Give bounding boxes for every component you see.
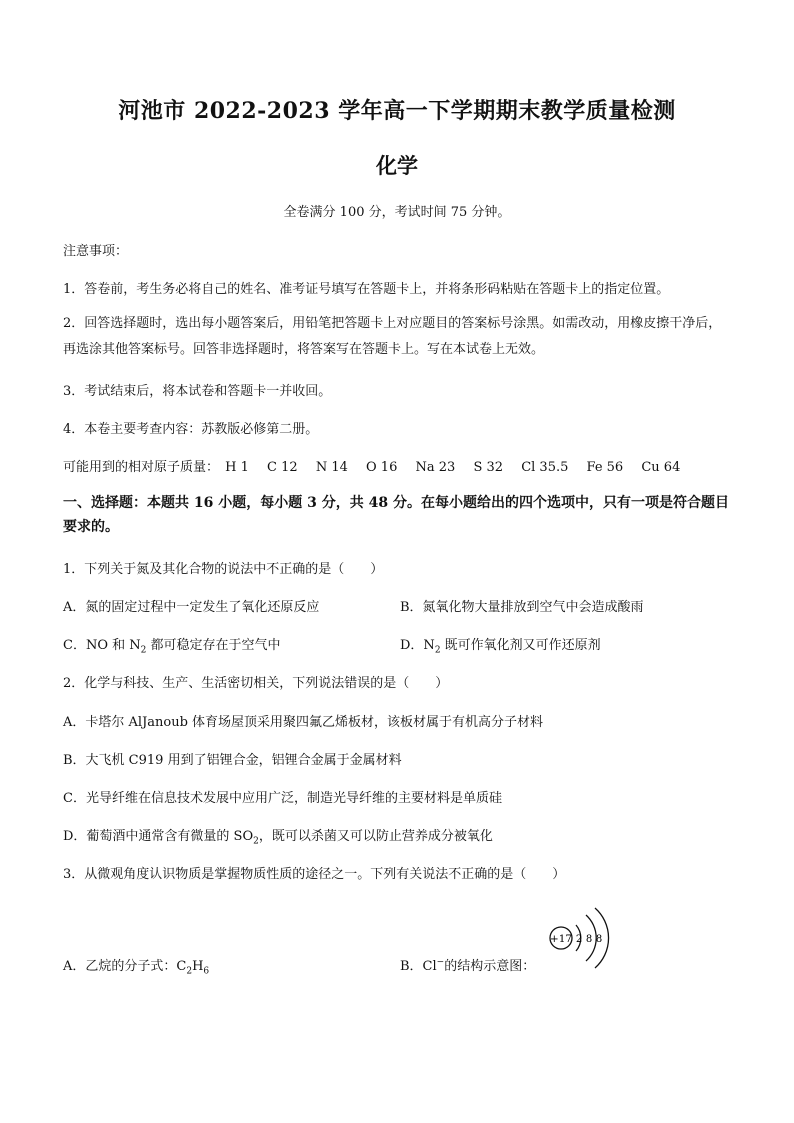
q2-stem: 2．化学与科技、生产、生活密切相关，下列说法错误的是（ ）: [63, 676, 449, 691]
q3-option-b-pre: B．Cl: [400, 959, 437, 974]
q2-option-d-post: ，既可以杀菌又可以防止营养成分被氧化: [258, 829, 493, 844]
q1-option-c-post: 都可稳定存在于空气中: [146, 638, 281, 653]
note-item-1: 1．答卷前，考生务必将自己的姓名、准考证号填写在答题卡上，并将条形码粘贴在答题卡上的指定位置。: [63, 282, 670, 297]
shell-2-electrons: 8: [585, 934, 593, 945]
q3-option-a-sub1: 2: [186, 966, 193, 977]
q3-option-a-sub2: 6: [203, 966, 210, 977]
q1-option-d-pre: D．N: [400, 638, 435, 653]
note-item-4: 4．本卷主要考查内容：苏教版必修第二册。: [63, 422, 319, 437]
q3-option-a-mid: H: [192, 959, 204, 974]
shell-3-electrons: 8: [595, 934, 603, 945]
q3-option-b-post: 的结构示意图：: [444, 959, 536, 974]
mass-cl: Cl 35.5: [521, 460, 569, 475]
mass-c: C 12: [267, 460, 298, 475]
q1-option-d-post: 既可作氧化剂又可作还原剂: [440, 638, 601, 653]
subject-title: 化学: [376, 153, 418, 178]
q1-stem: 1．下列关于氮及其化合物的说法中不正确的是（ ）: [63, 562, 384, 577]
q3-stem: 3．从微观角度认识物质是掌握物质性质的途径之一。下列有关说法不正确的是（ ）: [63, 867, 566, 882]
q1-option-d: [400, 634, 601, 656]
exam-title: 河池市 2022-2023 学年高一下学期期末教学质量检测: [118, 98, 676, 124]
q3-option-b: [400, 955, 535, 974]
mass-s: S 32: [473, 460, 504, 475]
q1-option-a: A．氮的固定过程中一定发生了氧化还原反应: [63, 600, 320, 615]
shell-1-electrons: 2: [575, 934, 583, 945]
notes-heading: 注意事项：: [63, 244, 129, 259]
q2-option-c: C．光导纤维在信息技术发展中应用广泛，制造光导纤维的主要材料是单质硅: [63, 791, 502, 806]
q2-option-d-pre: D．葡萄酒中通常含有微量的 SO: [63, 829, 254, 844]
note-item-2: 2．回答选择题时，选出每小题答案后，用铅笔把答题卡上对应题目的答案标号涂黑。如需改动，用橡皮擦干净后，再选涂其他答案标号。回答非选择题时，将答案写在答题卡上。写在本试卷上无效。: [63, 316, 722, 357]
mass-h: H 1: [225, 460, 249, 475]
mass-o: O 16: [366, 460, 398, 475]
note-item-3: 3．考试结束后，将本试卷和答题卡一并收回。: [63, 384, 332, 399]
q3-option-a: [63, 955, 209, 977]
q1-option-c: [63, 634, 281, 656]
atomic-masses-label: 可能用到的相对原子质量：: [63, 460, 220, 475]
section-1-heading: 一、选择题：本题共 16 小题，每小题 3 分，共 48 分。在每小题给出的四个选项中，只有一项是符合题目要求的。: [63, 495, 729, 535]
q2-option-d: [63, 825, 493, 847]
mass-cu: Cu 64: [641, 460, 681, 475]
mass-n: N 14: [315, 460, 348, 475]
q1-option-b: B．氮氧化物大量排放到空气中会造成酸雨: [400, 600, 644, 615]
exam-meta: 全卷满分 100 分，考试时间 75 分钟。: [283, 205, 511, 220]
nucleus-charge: +17: [549, 933, 573, 945]
mass-na: Na 23: [415, 460, 456, 475]
q1-option-c-sub: 2: [140, 645, 147, 656]
q1-option-d-sub: 2: [434, 645, 441, 656]
atomic-masses: [63, 456, 694, 475]
q2-option-b: B．大飞机 C919 用到了铝锂合金，铝锂合金属于金属材料: [63, 753, 402, 768]
q3-option-a-pre: A．乙烷的分子式：C: [63, 959, 187, 974]
chloride-ion-structure-diagram: [538, 903, 610, 973]
q3-option-b-sup: −: [436, 957, 445, 968]
q2-option-a: A．卡塔尔 AlJanoub 体育场屋顶采用聚四氟乙烯板材，该板材属于有机高分子材料: [63, 715, 544, 730]
mass-fe: Fe 56: [586, 460, 624, 475]
q1-option-c-pre: C．NO 和 N: [63, 638, 141, 653]
q2-option-d-sub: 2: [253, 836, 259, 847]
